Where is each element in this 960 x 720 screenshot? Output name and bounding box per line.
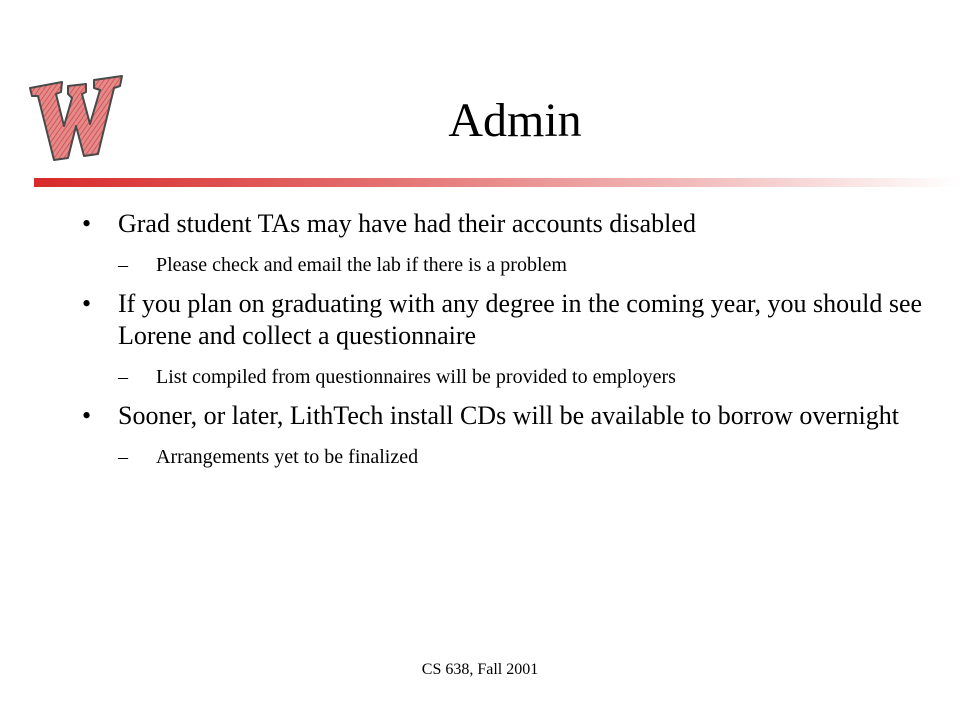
- sub-bullet-text: – Please check and email the lab if there is a problem: [118, 252, 942, 278]
- title-divider: [34, 178, 960, 187]
- list-item: [82, 208, 942, 278]
- slide-title: Admin: [448, 94, 582, 147]
- list-item: [82, 288, 942, 390]
- slide-footer: CS 638, Fall 2001: [421, 661, 539, 678]
- sub-bullet-text: – List compiled from questionnaires will be provided to employers: [118, 364, 942, 390]
- list-item: [82, 400, 942, 470]
- sub-bullet-text: – Arrangements yet to be finalized: [118, 444, 942, 470]
- bullet-text: • Grad student TAs may have had their accounts disabled: [82, 208, 942, 240]
- bullet-text: • If you plan on graduating with any degree in the coming year, you should see Lorene and collect a questionnaire: [82, 288, 942, 352]
- bullet-list: [82, 198, 942, 474]
- bullet-text: • Sooner, or later, LithTech install CDs will be available to borrow overnight: [82, 400, 942, 432]
